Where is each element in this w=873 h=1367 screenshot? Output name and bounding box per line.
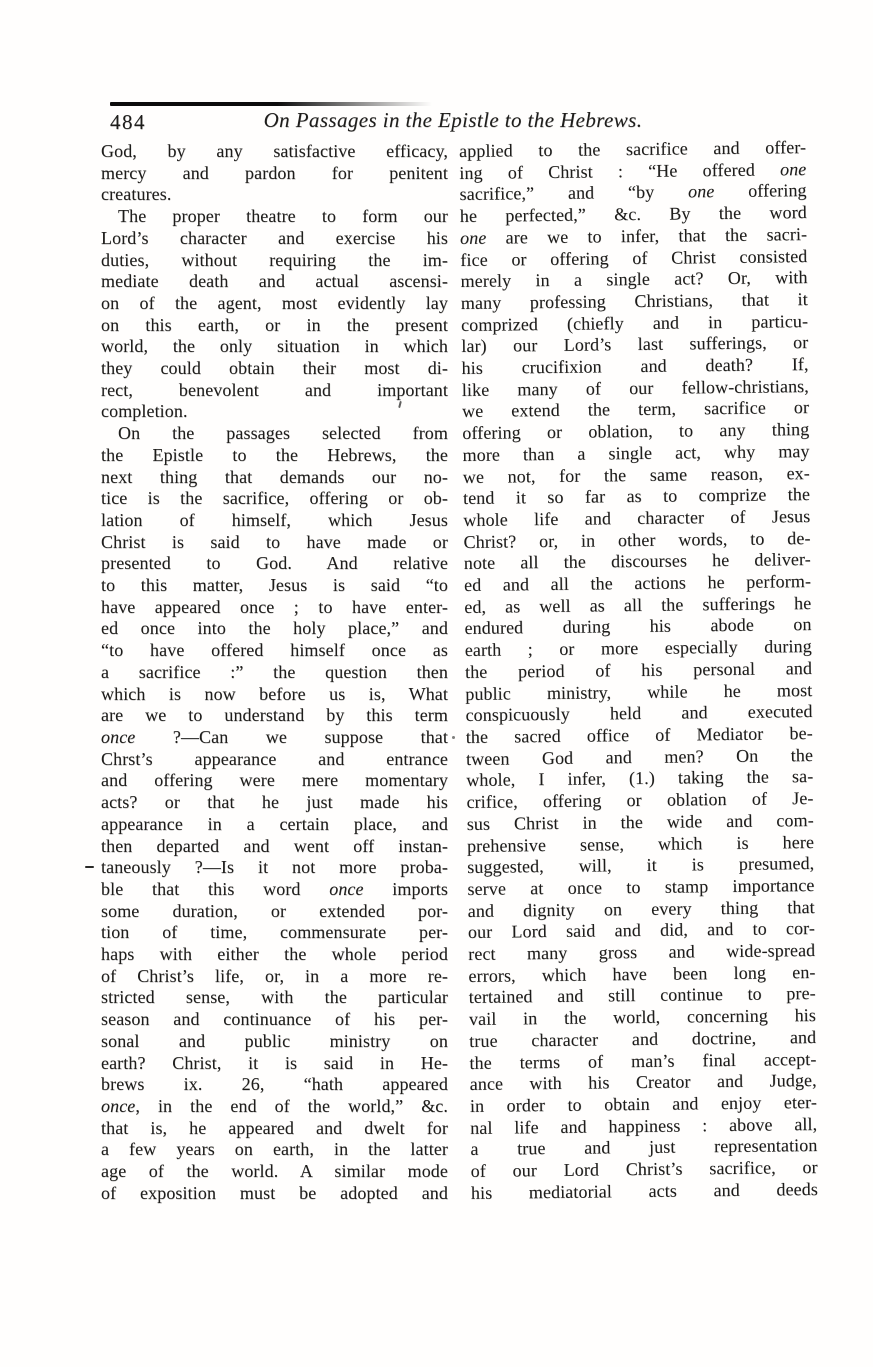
text-line: more than a single act, why may xyxy=(462,440,810,465)
text-line: conspicuously held and executed xyxy=(465,701,813,726)
text-line: the Epistle to the Hebrews, the xyxy=(101,444,448,465)
text-line: whole, I infer, (1.) taking the sa- xyxy=(466,766,814,791)
text-line: mercy and pardon for penitent xyxy=(101,162,448,183)
text-line: “to have offered himself once as xyxy=(101,640,448,661)
text-line: whole life and character of Jesus xyxy=(463,505,811,530)
text-line: our Lord said and did, and to cor- xyxy=(467,918,816,943)
text-line: stricted sense, with the particular xyxy=(101,987,448,1008)
text-line: his mediatorial acts and deeds xyxy=(470,1178,819,1203)
text-line: tend it so far as to comprize the xyxy=(462,484,811,509)
text-line: offering or oblation, to any thing xyxy=(462,419,810,444)
text-line: applied to the sacrifice and offer- xyxy=(459,137,807,161)
text-line: vail in the world, concerning his xyxy=(468,1005,817,1030)
text-line: sus Christ in the wide and com- xyxy=(466,809,814,834)
text-line: Christ is said to have made or xyxy=(101,531,448,552)
text-line: once ?—Can we suppose that xyxy=(101,726,448,747)
text-line: creatures. xyxy=(101,184,172,205)
text-line: are we to understand by this term xyxy=(101,705,448,726)
text-line: serve at once to stamp importance xyxy=(467,874,815,899)
text-line: completion. xyxy=(101,401,188,422)
text-line: ble that this word once imports xyxy=(101,878,448,899)
text-line: sacrifice,” and “by one offering xyxy=(459,180,807,205)
scan-artifact-speck xyxy=(452,736,455,739)
text-line: next thing that demands our no- xyxy=(101,466,448,487)
text-line: on of the agent, most evidently lay xyxy=(101,292,448,313)
text-line: The proper theatre to form our xyxy=(118,206,448,227)
text-line: world, the only situation in which xyxy=(101,336,448,357)
text-line: ing of Christ : “He offered one xyxy=(459,158,807,183)
text-line: a sacrifice :” the question then xyxy=(101,661,448,682)
text-line: the sacred office of Mediator be- xyxy=(465,723,813,747)
text-line: like many of our fellow-christians, xyxy=(461,375,809,400)
text-line: duties, without requiring the im- xyxy=(101,249,448,270)
text-line: tween God and men? On the xyxy=(465,744,814,769)
text-line: ance with his Creator and Judge, xyxy=(469,1070,817,1095)
text-line: comprized (chiefly and in particu- xyxy=(460,310,809,335)
text-line: rect, benevolent and important xyxy=(101,379,448,400)
text-line: season and continuance of his per- xyxy=(101,1009,448,1030)
text-line: and dignity on every thing that xyxy=(467,896,815,921)
text-line: the terms of man’s final accept- xyxy=(469,1048,817,1073)
running-title: On Passages in the Epistle to the Hebrews. xyxy=(263,108,643,132)
page-number: 484 xyxy=(110,110,146,134)
text-line: they could obtain their most di- xyxy=(101,358,448,379)
text-line: Chrst’s appearance and entrance xyxy=(101,748,448,769)
text-line: many professing Christians, that it xyxy=(460,288,808,313)
text-line: God, by any satisfactive efficacy, xyxy=(101,141,448,161)
text-line: he perfected,” &c. By the word xyxy=(459,202,807,227)
text-line: lar) our Lord’s last sufferings, or xyxy=(461,332,809,357)
text-line: to this matter, Jesus is said “to xyxy=(101,575,448,596)
text-line: once, in the end of the world,” &c. xyxy=(101,1095,448,1116)
text-line: sonal and public ministry on xyxy=(101,1030,448,1051)
text-line: of our Lord Christ’s sacrifice, or xyxy=(470,1157,818,1181)
text-line: earth ; or more especially during xyxy=(464,636,812,661)
text-line: tertained and still continue to pre- xyxy=(468,983,816,1008)
text-line: suggested, will, it is presumed, xyxy=(467,853,815,878)
text-line: of exposition must be adopted and xyxy=(101,1182,448,1203)
text-line: public ministry, while he most xyxy=(465,679,813,704)
text-line: tice is the sacrifice, offering or ob- xyxy=(101,488,448,509)
text-line: nal life and happiness : above all, xyxy=(470,1113,818,1138)
scan-artifact-dash xyxy=(85,866,94,868)
text-line: his crucifixion and death? If, xyxy=(461,354,809,379)
text-line: and offering were mere momentary xyxy=(101,770,448,791)
text-line: one are we to infer, that the sacri- xyxy=(459,223,808,248)
text-line: of Christ’s life, or, in a more re- xyxy=(101,965,448,986)
text-line: errors, which have been long en- xyxy=(468,961,816,986)
text-line: lation of himself, which Jesus xyxy=(101,509,448,530)
text-line: which is now before us is, What xyxy=(101,683,448,704)
text-line: the period of his personal and xyxy=(464,657,813,682)
text-column-left xyxy=(101,141,448,1204)
text-line: that is, he appeared and dwelt for xyxy=(101,1117,448,1138)
text-line: Christ? or, in other words, to de- xyxy=(463,527,811,552)
text-line: mediate death and actual ascensi- xyxy=(101,271,448,292)
text-line: true character and doctrine, and xyxy=(469,1026,817,1051)
text-line: Lord’s character and exercise his xyxy=(101,227,448,248)
text-line: age of the world. A similar mode xyxy=(101,1161,448,1182)
text-column-right xyxy=(459,137,818,1204)
text-line: acts? or that he just made his xyxy=(101,792,448,813)
text-line: a true and just representation xyxy=(470,1135,818,1160)
text-line: presented to God. And relative xyxy=(101,553,448,574)
text-line: some duration, or extended por- xyxy=(101,900,448,921)
text-line: fice or offering of Christ consisted xyxy=(460,245,808,270)
text-line: in order to obtain and enjoy eter- xyxy=(469,1091,818,1116)
text-line: on this earth, or in the present xyxy=(101,314,448,335)
text-line: endured during his abode on xyxy=(464,614,812,639)
text-line: appearance in a certain place, and xyxy=(101,813,448,834)
text-line: have appeared once ; to have enter- xyxy=(101,596,448,617)
text-line: prehensive sense, which is here xyxy=(466,831,815,856)
text-line: ed and all the actions he perform- xyxy=(463,571,812,596)
text-line: haps with either the whole period xyxy=(101,944,448,965)
text-line: ed, as well as all the sufferings he xyxy=(464,592,812,617)
text-line: tion of time, commensurate per- xyxy=(101,922,448,943)
text-line: we extend the term, sacrifice or xyxy=(461,397,810,422)
text-line: earth? Christ, it is said in He- xyxy=(101,1052,448,1073)
text-line: taneously ?—Is it not more proba- xyxy=(101,857,448,878)
header-rule xyxy=(110,102,432,106)
text-line: rect many gross and wide-spread xyxy=(468,940,816,964)
page-header xyxy=(100,108,806,138)
text-line: then departed and went off instan- xyxy=(101,835,448,856)
text-line: note all the discourses he deliver- xyxy=(463,549,811,574)
text-line: brews ix. 26, “hath appeared xyxy=(101,1074,448,1095)
text-line: On the passages selected from xyxy=(118,423,448,444)
text-line: crifice, offering or oblation of Je- xyxy=(466,788,814,813)
text-line: ed once into the holy place,” and xyxy=(101,618,448,639)
text-line: a few years on earth, in the latter xyxy=(101,1139,448,1160)
text-line: merely in a single act? Or, with xyxy=(460,267,808,292)
text-line: we not, for the same reason, ex- xyxy=(462,462,810,487)
